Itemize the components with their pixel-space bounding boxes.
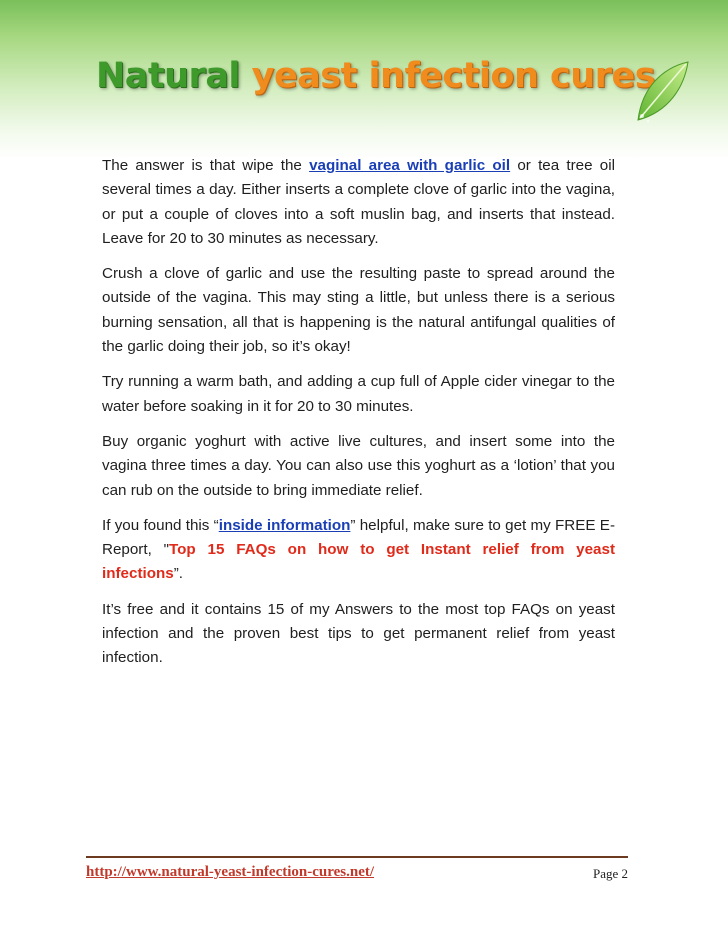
- footer-divider: [86, 856, 628, 858]
- link-vaginal-area-garlic-oil[interactable]: vaginal area with garlic oil: [309, 157, 511, 174]
- logo-word-yeast-infection-cures: yeast infection cures: [251, 56, 656, 96]
- paragraph-garlic-oil: [102, 154, 615, 251]
- paragraph-apple-cider-bath: Try running a warm bath, and adding a cup full of Apple cider vinegar to the water before soaking in it for 20 to 30 minutes.: [102, 373, 615, 415]
- text: ”.: [173, 565, 184, 583]
- text: The answer is that wipe the: [102, 157, 310, 174]
- paragraph-free-report: [102, 514, 615, 587]
- article-body: [102, 154, 615, 682]
- page-number: Page 2: [592, 866, 628, 881]
- link-inside-information[interactable]: inside information: [218, 516, 351, 534]
- paragraph-free-faqs: It’s free and it contains 15 of my Answers to the most top FAQs on yeast infection and the proven best tips to get permanent relief from yeast infection.: [102, 600, 615, 667]
- text: If you found this “: [102, 516, 219, 534]
- logo-word-natural: Natural: [96, 56, 240, 96]
- leaf-icon: [632, 58, 692, 128]
- paragraph-yoghurt: Buy organic yoghurt with active live cultures, and insert some into the vagina three times a day. You can also use this yoghurt as a ‘lotion’ that you can rub on the outside to bring immediate relief.: [102, 432, 615, 499]
- text: ” helpful, make sure to get my FREE E-Report, ": [102, 516, 615, 559]
- site-logo[interactable]: [96, 54, 655, 98]
- footer-site-link[interactable]: http://www.natural-yeast-infection-cures.net/: [86, 864, 375, 880]
- text: or tea tree oil several times a day. Either inserts a complete clove of garlic into the vagina, or put a couple of cloves into a soft muslin bag, and inserts that instead. Leave for 20 to 30 minutes as necessary.: [102, 157, 615, 247]
- paragraph-garlic-paste: Crush a clove of garlic and use the resulting paste to spread around the outside of the vagina. This may sting a little, but unless there is a serious burning sensation, all that is happening is the natural antifungal qualities of the garlic doing their job, so it’s okay!: [102, 265, 615, 356]
- report-title-highlight: Top 15 FAQs on how to get Instant relief from yeast infections: [102, 541, 615, 583]
